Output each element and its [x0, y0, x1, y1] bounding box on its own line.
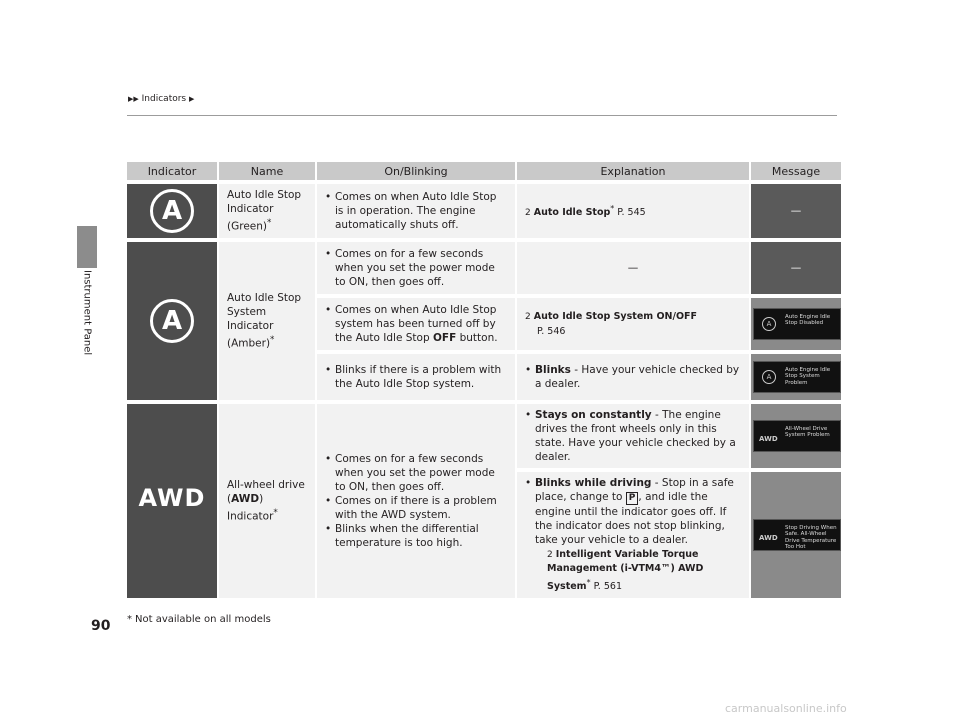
side-label: Instrument Panel: [81, 270, 93, 356]
header-explanation: Explanation: [517, 162, 749, 180]
message-cell: [751, 472, 841, 598]
message-display: A Auto Engine Idle Stop Disabled: [753, 308, 841, 340]
on-cell: • Blinks if there is a problem with the Auto Idle Stop system.: [317, 354, 515, 400]
breadcrumb-label: Indicators: [141, 94, 187, 104]
auto-idle-stop-icon: A: [150, 189, 194, 233]
section-tab: [77, 226, 97, 268]
header-message: Message: [751, 162, 841, 180]
explanation-cell: • Blinks - Have your vehicle checked by a dealer.: [517, 354, 749, 400]
on-cell: • Comes on when Auto Idle Stop system has been turned off by the Auto Idle Stop OFF button.: [317, 298, 515, 350]
on-cell: • Comes on for a few seconds when you set the power mode to ON, then goes off.: [317, 242, 515, 294]
message-cell: [751, 404, 841, 468]
indicator-cell: [127, 184, 217, 238]
indicator-table: [125, 158, 843, 602]
table-row: [127, 184, 841, 238]
watermark: carmanualsonline.info: [725, 702, 847, 715]
name-cell: Auto Idle Stop System Indicator (Amber)*: [219, 242, 315, 400]
auto-idle-icon: A: [762, 317, 776, 331]
auto-idle-stop-system-icon: A: [150, 299, 194, 343]
breadcrumb-arrow-icon: ▶▶: [128, 95, 139, 103]
explanation-cell: • Stays on constantly - The engine drives the front wheels only in this state. Have your vehicle checked by a dealer.: [517, 404, 749, 468]
message-display: AWD All-Wheel Drive System Problem: [753, 420, 841, 452]
indicator-cell: [127, 242, 217, 400]
message-cell: —: [751, 184, 841, 238]
message-cell: [751, 354, 841, 400]
table-row: [127, 404, 841, 468]
indicator-cell: [127, 404, 217, 598]
table-header-row: [127, 162, 841, 180]
message-cell: [751, 298, 841, 350]
explanation-cell[interactable]: • Blinks while driving - Stop in a safe place, change to P , and idle the engine until the indicator goes off. If the indicator does not stop blinking, take your vehicle to a dealer. 2 Intelligent Variable Torque Management (i-VTM4™) AWD System* P. 561: [517, 472, 749, 598]
header-indicator: Indicator: [127, 162, 217, 180]
message-display: AWD Stop Driving When Safe. All-Wheel Drive Temperature Too Hot: [753, 519, 841, 551]
xref-arrow-icon: 2: [525, 207, 531, 218]
awd-small-icon: AWD: [759, 533, 778, 542]
name-cell: All-wheel drive (AWD) Indicator*: [219, 404, 315, 598]
breadcrumb[interactable]: [128, 94, 194, 104]
header-name: Name: [219, 162, 315, 180]
table-row: [127, 242, 841, 294]
on-cell: • Comes on for a few seconds when you set the power mode to ON, then goes off. • Comes on if there is a problem with the AWD system. • Blinks when the differential temperature is too high.: [317, 404, 515, 598]
on-cell: • Comes on when Auto Idle Stop is in operation. The engine automatically shuts off.: [317, 184, 515, 238]
xref-arrow-icon: 2: [525, 311, 531, 322]
header-on-blinking: On/Blinking: [317, 162, 515, 180]
awd-small-icon: AWD: [759, 434, 778, 443]
page-number: 90: [91, 618, 111, 634]
breadcrumb-arrow-icon: ▶: [189, 95, 195, 103]
explanation-cell: —: [517, 242, 749, 294]
header-rule: [127, 115, 837, 116]
awd-icon: AWD: [138, 484, 206, 513]
message-display: A Auto Engine Idle Stop System Problem: [753, 361, 841, 393]
message-cell: —: [751, 242, 841, 294]
explanation-cell[interactable]: 2 Auto Idle Stop* P. 545: [517, 184, 749, 238]
explanation-cell[interactable]: 2 Auto Idle Stop System ON/OFF P. 546: [517, 298, 749, 350]
xref-arrow-icon: 2: [547, 549, 553, 560]
park-key-icon: P: [626, 492, 639, 505]
name-cell: Auto Idle Stop Indicator (Green)*: [219, 184, 315, 238]
footnote: * Not available on all models: [127, 614, 271, 625]
auto-idle-icon: A: [762, 370, 776, 384]
